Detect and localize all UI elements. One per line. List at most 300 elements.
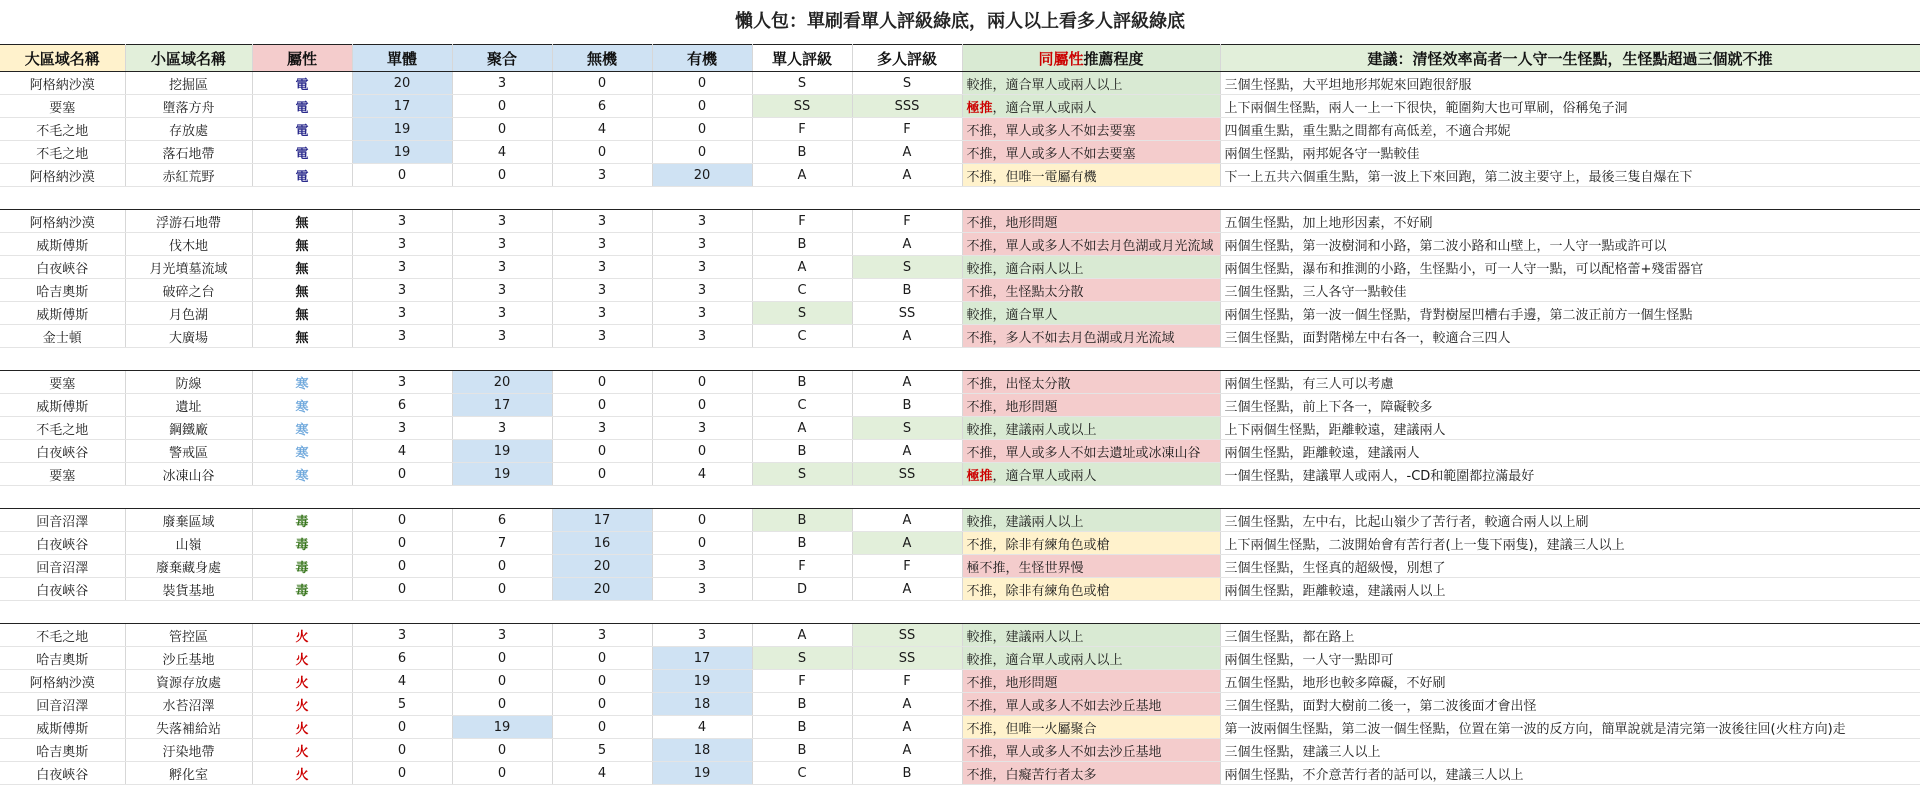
- stat-cell-single[interactable]: 0: [352, 555, 452, 578]
- stat-cell-org[interactable]: 0: [652, 509, 752, 532]
- table-row[interactable]: [0, 95, 1920, 118]
- table-row[interactable]: [0, 141, 1920, 164]
- stat-cell-single[interactable]: 0: [352, 739, 452, 762]
- subregion-cell[interactable]: 廢棄區域: [125, 509, 252, 532]
- stat-cell-inorg[interactable]: 5: [552, 739, 652, 762]
- multi-grade-cell[interactable]: SS: [852, 647, 962, 670]
- advice-cell[interactable]: 兩個生怪點，距離較遠，建議兩人: [1220, 440, 1920, 463]
- stat-cell-inorg[interactable]: 0: [552, 463, 652, 486]
- subregion-cell[interactable]: 鋼鐵廠: [125, 417, 252, 440]
- solo-grade-cell[interactable]: B: [752, 532, 852, 555]
- multi-grade-cell[interactable]: A: [852, 716, 962, 739]
- attribute-cell[interactable]: 毒: [252, 509, 352, 532]
- region-cell[interactable]: 不毛之地: [0, 141, 125, 164]
- attribute-cell[interactable]: 無: [252, 325, 352, 348]
- region-cell[interactable]: 金士頓: [0, 325, 125, 348]
- region-cell[interactable]: 阿格納沙漠: [0, 164, 125, 187]
- recommendation-cell[interactable]: [962, 164, 1220, 187]
- table-row[interactable]: [0, 325, 1920, 348]
- solo-grade-cell[interactable]: B: [752, 716, 852, 739]
- subregion-cell[interactable]: 月色湖: [125, 302, 252, 325]
- attribute-cell[interactable]: 火: [252, 762, 352, 785]
- region-cell[interactable]: 哈吉奧斯: [0, 279, 125, 302]
- stat-cell-inorg[interactable]: 17: [552, 509, 652, 532]
- subregion-cell[interactable]: 伐木地: [125, 233, 252, 256]
- advice-cell[interactable]: 兩個生怪點，瀑布和推測的小路，生怪點小，可一人守一點，可以配格蕾+殘雷器官: [1220, 256, 1920, 279]
- recommendation-cell[interactable]: [962, 555, 1220, 578]
- stat-cell-agg[interactable]: 3: [452, 233, 552, 256]
- table-row[interactable]: [0, 279, 1920, 302]
- recommendation-cell[interactable]: [962, 256, 1220, 279]
- multi-grade-cell[interactable]: S: [852, 417, 962, 440]
- subregion-cell[interactable]: 浮游石地帶: [125, 210, 252, 233]
- solo-grade-cell[interactable]: A: [752, 417, 852, 440]
- multi-grade-cell[interactable]: A: [852, 325, 962, 348]
- stat-cell-inorg[interactable]: 3: [552, 256, 652, 279]
- solo-grade-cell[interactable]: C: [752, 762, 852, 785]
- advice-cell[interactable]: 兩個生怪點，有三人可以考慮: [1220, 371, 1920, 394]
- solo-grade-cell[interactable]: A: [752, 256, 852, 279]
- stat-cell-agg[interactable]: 19: [452, 463, 552, 486]
- stat-cell-agg[interactable]: 0: [452, 693, 552, 716]
- multi-grade-cell[interactable]: A: [852, 233, 962, 256]
- stat-cell-org[interactable]: 0: [652, 95, 752, 118]
- table-row[interactable]: [0, 693, 1920, 716]
- region-cell[interactable]: 白夜峽谷: [0, 440, 125, 463]
- attribute-cell[interactable]: 電: [252, 72, 352, 95]
- recommendation-cell[interactable]: [962, 417, 1220, 440]
- stat-cell-inorg[interactable]: 3: [552, 325, 652, 348]
- table-row[interactable]: [0, 716, 1920, 739]
- advice-cell[interactable]: 三個生怪點，三人各守一點較佳: [1220, 279, 1920, 302]
- solo-grade-cell[interactable]: F: [752, 555, 852, 578]
- stat-cell-inorg[interactable]: 0: [552, 670, 652, 693]
- stat-cell-inorg[interactable]: 0: [552, 141, 652, 164]
- stat-cell-inorg[interactable]: 20: [552, 578, 652, 601]
- subregion-cell[interactable]: 防線: [125, 371, 252, 394]
- solo-grade-cell[interactable]: S: [752, 72, 852, 95]
- stat-cell-agg[interactable]: 0: [452, 739, 552, 762]
- multi-grade-cell[interactable]: SS: [852, 624, 962, 647]
- region-cell[interactable]: 回音沼澤: [0, 509, 125, 532]
- recommendation-cell[interactable]: [962, 279, 1220, 302]
- attribute-cell[interactable]: 毒: [252, 578, 352, 601]
- attribute-cell[interactable]: 無: [252, 233, 352, 256]
- recommendation-cell[interactable]: [962, 578, 1220, 601]
- stat-cell-inorg[interactable]: 3: [552, 210, 652, 233]
- recommendation-cell[interactable]: [962, 325, 1220, 348]
- stat-cell-single[interactable]: 0: [352, 463, 452, 486]
- recommendation-cell[interactable]: [962, 716, 1220, 739]
- solo-grade-cell[interactable]: F: [752, 210, 852, 233]
- stat-cell-org[interactable]: 0: [652, 141, 752, 164]
- attribute-cell[interactable]: 火: [252, 739, 352, 762]
- table-row[interactable]: [0, 739, 1920, 762]
- advice-cell[interactable]: 兩個生怪點，第一波樹洞和小路，第二波小路和山壁上，一人守一點或許可以: [1220, 233, 1920, 256]
- region-cell[interactable]: 不毛之地: [0, 624, 125, 647]
- stat-cell-agg[interactable]: 0: [452, 647, 552, 670]
- col-subregion[interactable]: 小區域名稱: [125, 45, 252, 72]
- solo-grade-cell[interactable]: A: [752, 164, 852, 187]
- solo-grade-cell[interactable]: SS: [752, 95, 852, 118]
- subregion-cell[interactable]: 墮落方舟: [125, 95, 252, 118]
- region-cell[interactable]: 要塞: [0, 371, 125, 394]
- attribute-cell[interactable]: 寒: [252, 371, 352, 394]
- recommendation-cell[interactable]: [962, 95, 1220, 118]
- multi-grade-cell[interactable]: F: [852, 670, 962, 693]
- region-cell[interactable]: 白夜峽谷: [0, 578, 125, 601]
- col-multi-grade[interactable]: 多人評級: [852, 45, 962, 72]
- advice-cell[interactable]: 兩個生怪點，距離較遠，建議兩人以上: [1220, 578, 1920, 601]
- attribute-cell[interactable]: 火: [252, 647, 352, 670]
- stat-cell-single[interactable]: 6: [352, 647, 452, 670]
- subregion-cell[interactable]: 冰凍山谷: [125, 463, 252, 486]
- stat-cell-agg[interactable]: 19: [452, 716, 552, 739]
- stat-cell-org[interactable]: 19: [652, 762, 752, 785]
- stat-cell-single[interactable]: 19: [352, 141, 452, 164]
- stat-cell-single[interactable]: 3: [352, 371, 452, 394]
- attribute-cell[interactable]: 火: [252, 670, 352, 693]
- multi-grade-cell[interactable]: F: [852, 555, 962, 578]
- solo-grade-cell[interactable]: B: [752, 233, 852, 256]
- recommendation-cell[interactable]: [962, 509, 1220, 532]
- stat-cell-inorg[interactable]: 0: [552, 647, 652, 670]
- stat-cell-inorg[interactable]: 0: [552, 72, 652, 95]
- stat-cell-agg[interactable]: 20: [452, 371, 552, 394]
- attribute-cell[interactable]: 寒: [252, 394, 352, 417]
- stat-cell-agg[interactable]: 3: [452, 72, 552, 95]
- subregion-cell[interactable]: 存放處: [125, 118, 252, 141]
- solo-grade-cell[interactable]: B: [752, 440, 852, 463]
- attribute-cell[interactable]: 寒: [252, 463, 352, 486]
- stat-cell-single[interactable]: 0: [352, 716, 452, 739]
- multi-grade-cell[interactable]: SSS: [852, 95, 962, 118]
- stat-cell-single[interactable]: 3: [352, 233, 452, 256]
- recommendation-cell[interactable]: [962, 693, 1220, 716]
- stat-cell-agg[interactable]: 3: [452, 624, 552, 647]
- stat-cell-org[interactable]: 0: [652, 440, 752, 463]
- recommendation-cell[interactable]: [962, 762, 1220, 785]
- stat-cell-inorg[interactable]: 0: [552, 440, 652, 463]
- stat-cell-agg[interactable]: 3: [452, 325, 552, 348]
- stat-cell-agg[interactable]: 3: [452, 417, 552, 440]
- recommendation-cell[interactable]: [962, 532, 1220, 555]
- solo-grade-cell[interactable]: S: [752, 463, 852, 486]
- stat-cell-single[interactable]: 0: [352, 532, 452, 555]
- col-aggregate[interactable]: 聚合: [452, 45, 552, 72]
- table-row[interactable]: [0, 532, 1920, 555]
- stat-cell-inorg[interactable]: 4: [552, 118, 652, 141]
- advice-cell[interactable]: 三個生怪點，面對大樹前二後一，第二波後面才會出怪: [1220, 693, 1920, 716]
- solo-grade-cell[interactable]: D: [752, 578, 852, 601]
- region-cell[interactable]: 白夜峽谷: [0, 532, 125, 555]
- subregion-cell[interactable]: 資源存放處: [125, 670, 252, 693]
- stat-cell-single[interactable]: 0: [352, 578, 452, 601]
- table-row[interactable]: [0, 256, 1920, 279]
- subregion-cell[interactable]: 月光墳墓流域: [125, 256, 252, 279]
- advice-cell[interactable]: 兩個生怪點，一人守一點即可: [1220, 647, 1920, 670]
- attribute-cell[interactable]: 電: [252, 141, 352, 164]
- col-organic[interactable]: 有機: [652, 45, 752, 72]
- attribute-cell[interactable]: 毒: [252, 555, 352, 578]
- multi-grade-cell[interactable]: B: [852, 762, 962, 785]
- recommendation-cell[interactable]: [962, 394, 1220, 417]
- table-row[interactable]: [0, 647, 1920, 670]
- multi-grade-cell[interactable]: A: [852, 693, 962, 716]
- stat-cell-inorg[interactable]: 6: [552, 95, 652, 118]
- recommendation-cell[interactable]: [962, 463, 1220, 486]
- stat-cell-org[interactable]: 18: [652, 739, 752, 762]
- stat-cell-org[interactable]: 3: [652, 578, 752, 601]
- stat-cell-single[interactable]: 3: [352, 302, 452, 325]
- table-row[interactable]: [0, 762, 1920, 785]
- solo-grade-cell[interactable]: B: [752, 693, 852, 716]
- attribute-cell[interactable]: 無: [252, 256, 352, 279]
- stat-cell-single[interactable]: 0: [352, 762, 452, 785]
- col-advice[interactable]: 建議：清怪效率高者一人守一生怪點，生怪點超過三個就不推: [1220, 45, 1920, 72]
- subregion-cell[interactable]: 遺址: [125, 394, 252, 417]
- col-inorganic[interactable]: 無機: [552, 45, 652, 72]
- multi-grade-cell[interactable]: B: [852, 279, 962, 302]
- solo-grade-cell[interactable]: B: [752, 371, 852, 394]
- subregion-cell[interactable]: 山嶺: [125, 532, 252, 555]
- subregion-cell[interactable]: 落石地帶: [125, 141, 252, 164]
- stat-cell-agg[interactable]: 0: [452, 95, 552, 118]
- stat-cell-inorg[interactable]: 3: [552, 302, 652, 325]
- region-cell[interactable]: 要塞: [0, 463, 125, 486]
- attribute-cell[interactable]: 電: [252, 118, 352, 141]
- advice-cell[interactable]: 上下兩個生怪點，距離較遠，建議兩人: [1220, 417, 1920, 440]
- subregion-cell[interactable]: 管控區: [125, 624, 252, 647]
- subregion-cell[interactable]: 孵化室: [125, 762, 252, 785]
- multi-grade-cell[interactable]: S: [852, 256, 962, 279]
- attribute-cell[interactable]: 火: [252, 716, 352, 739]
- stat-cell-org[interactable]: 3: [652, 233, 752, 256]
- advice-cell[interactable]: 三個生怪點，建議三人以上: [1220, 739, 1920, 762]
- stat-cell-org[interactable]: 17: [652, 647, 752, 670]
- stat-cell-org[interactable]: 3: [652, 302, 752, 325]
- solo-grade-cell[interactable]: B: [752, 509, 852, 532]
- table-row[interactable]: [0, 555, 1920, 578]
- stat-cell-inorg[interactable]: 3: [552, 233, 652, 256]
- subregion-cell[interactable]: 沙丘基地: [125, 647, 252, 670]
- advice-cell[interactable]: 三個生怪點，都在路上: [1220, 624, 1920, 647]
- subregion-cell[interactable]: 裝貨基地: [125, 578, 252, 601]
- table-row[interactable]: [0, 118, 1920, 141]
- table-row[interactable]: [0, 233, 1920, 256]
- recommendation-cell[interactable]: [962, 647, 1220, 670]
- advice-cell[interactable]: 五個生怪點，地形也較多障礙，不好刷: [1220, 670, 1920, 693]
- attribute-cell[interactable]: 火: [252, 693, 352, 716]
- region-cell[interactable]: 威斯傅斯: [0, 233, 125, 256]
- stat-cell-agg[interactable]: 3: [452, 256, 552, 279]
- region-cell[interactable]: 回音沼澤: [0, 693, 125, 716]
- table-row[interactable]: [0, 578, 1920, 601]
- table-row[interactable]: [0, 72, 1920, 95]
- multi-grade-cell[interactable]: F: [852, 210, 962, 233]
- stat-cell-org[interactable]: 3: [652, 210, 752, 233]
- region-cell[interactable]: 威斯傅斯: [0, 394, 125, 417]
- stat-cell-agg[interactable]: 3: [452, 210, 552, 233]
- stat-cell-single[interactable]: 4: [352, 440, 452, 463]
- region-cell[interactable]: 阿格納沙漠: [0, 210, 125, 233]
- multi-grade-cell[interactable]: A: [852, 440, 962, 463]
- advice-cell[interactable]: 一個生怪點，建議單人或兩人，-CD和範圍都拉滿最好: [1220, 463, 1920, 486]
- subregion-cell[interactable]: 赤紅荒野: [125, 164, 252, 187]
- recommendation-cell[interactable]: [962, 739, 1220, 762]
- advice-cell[interactable]: 兩個生怪點，第一波一個生怪點，背對樹屋凹槽右手邊，第二波正前方一個生怪點: [1220, 302, 1920, 325]
- stat-cell-inorg[interactable]: 4: [552, 762, 652, 785]
- recommendation-cell[interactable]: [962, 371, 1220, 394]
- table-row[interactable]: [0, 463, 1920, 486]
- stat-cell-single[interactable]: 0: [352, 164, 452, 187]
- table-row[interactable]: [0, 302, 1920, 325]
- stat-cell-org[interactable]: 18: [652, 693, 752, 716]
- stat-cell-single[interactable]: 3: [352, 624, 452, 647]
- stat-cell-single[interactable]: 3: [352, 417, 452, 440]
- stat-cell-inorg[interactable]: 16: [552, 532, 652, 555]
- stat-cell-single[interactable]: 20: [352, 72, 452, 95]
- stat-cell-agg[interactable]: 19: [452, 440, 552, 463]
- advice-cell[interactable]: 三個生怪點，生怪真的超級慢，別想了: [1220, 555, 1920, 578]
- stat-cell-agg[interactable]: 0: [452, 555, 552, 578]
- stat-cell-single[interactable]: 17: [352, 95, 452, 118]
- table-row[interactable]: [0, 509, 1920, 532]
- col-single[interactable]: 單體: [352, 45, 452, 72]
- subregion-cell[interactable]: 大廣場: [125, 325, 252, 348]
- advice-cell[interactable]: 兩個生怪點，不介意苦行者的話可以，建議三人以上: [1220, 762, 1920, 785]
- attribute-cell[interactable]: 毒: [252, 532, 352, 555]
- multi-grade-cell[interactable]: A: [852, 371, 962, 394]
- attribute-cell[interactable]: 電: [252, 95, 352, 118]
- stat-cell-agg[interactable]: 6: [452, 509, 552, 532]
- stat-cell-inorg[interactable]: 0: [552, 394, 652, 417]
- stat-cell-single[interactable]: 0: [352, 509, 452, 532]
- region-cell[interactable]: 回音沼澤: [0, 555, 125, 578]
- recommendation-cell[interactable]: [962, 72, 1220, 95]
- stat-cell-org[interactable]: 3: [652, 624, 752, 647]
- solo-grade-cell[interactable]: C: [752, 325, 852, 348]
- stat-cell-org[interactable]: 3: [652, 256, 752, 279]
- region-cell[interactable]: 白夜峽谷: [0, 256, 125, 279]
- col-attribute[interactable]: 屬性: [252, 45, 352, 72]
- stat-cell-org[interactable]: 0: [652, 394, 752, 417]
- multi-grade-cell[interactable]: A: [852, 141, 962, 164]
- recommendation-cell[interactable]: [962, 624, 1220, 647]
- stat-cell-agg[interactable]: 4: [452, 141, 552, 164]
- solo-grade-cell[interactable]: C: [752, 394, 852, 417]
- stat-cell-inorg[interactable]: 3: [552, 279, 652, 302]
- stat-cell-inorg[interactable]: 0: [552, 371, 652, 394]
- subregion-cell[interactable]: 水苔沼澤: [125, 693, 252, 716]
- stat-cell-org[interactable]: 3: [652, 325, 752, 348]
- stat-cell-org[interactable]: 3: [652, 555, 752, 578]
- stat-cell-org[interactable]: 0: [652, 118, 752, 141]
- stat-cell-agg[interactable]: 0: [452, 670, 552, 693]
- stat-cell-org[interactable]: 20: [652, 164, 752, 187]
- stat-cell-agg[interactable]: 0: [452, 578, 552, 601]
- region-cell[interactable]: 哈吉奧斯: [0, 647, 125, 670]
- advice-cell[interactable]: 上下兩個生怪點，兩人一上一下很快，範圍夠大也可單刷，俗稱兔子洞: [1220, 95, 1920, 118]
- table-row[interactable]: [0, 670, 1920, 693]
- stat-cell-inorg[interactable]: 3: [552, 417, 652, 440]
- multi-grade-cell[interactable]: S: [852, 72, 962, 95]
- attribute-cell[interactable]: 火: [252, 624, 352, 647]
- region-cell[interactable]: 威斯傅斯: [0, 716, 125, 739]
- advice-cell[interactable]: 五個生怪點，加上地形因素，不好刷: [1220, 210, 1920, 233]
- recommendation-cell[interactable]: [962, 118, 1220, 141]
- solo-grade-cell[interactable]: C: [752, 279, 852, 302]
- stat-cell-inorg[interactable]: 3: [552, 624, 652, 647]
- attribute-cell[interactable]: 電: [252, 164, 352, 187]
- stat-cell-single[interactable]: 3: [352, 210, 452, 233]
- attribute-cell[interactable]: 寒: [252, 417, 352, 440]
- attribute-cell[interactable]: 無: [252, 302, 352, 325]
- subregion-cell[interactable]: 失落補給站: [125, 716, 252, 739]
- advice-cell[interactable]: 四個重生點，重生點之間都有高低差，不適合邦妮: [1220, 118, 1920, 141]
- region-cell[interactable]: 白夜峽谷: [0, 762, 125, 785]
- stat-cell-inorg[interactable]: 20: [552, 555, 652, 578]
- stat-cell-agg[interactable]: 3: [452, 302, 552, 325]
- stat-cell-agg[interactable]: 7: [452, 532, 552, 555]
- multi-grade-cell[interactable]: B: [852, 394, 962, 417]
- table-row[interactable]: [0, 417, 1920, 440]
- region-cell[interactable]: 不毛之地: [0, 417, 125, 440]
- advice-cell[interactable]: 上下兩個生怪點，二波開始會有苦行者(上一隻下兩隻)，建議三人以上: [1220, 532, 1920, 555]
- stat-cell-org[interactable]: 3: [652, 417, 752, 440]
- solo-grade-cell[interactable]: F: [752, 118, 852, 141]
- advice-cell[interactable]: 下一上五共六個重生點，第一波上下來回跑，第二波主要守上，最後三隻自爆在下: [1220, 164, 1920, 187]
- stat-cell-agg[interactable]: 0: [452, 118, 552, 141]
- recommendation-cell[interactable]: [962, 233, 1220, 256]
- stat-cell-single[interactable]: 3: [352, 325, 452, 348]
- table-row[interactable]: [0, 371, 1920, 394]
- multi-grade-cell[interactable]: SS: [852, 302, 962, 325]
- recommendation-cell[interactable]: [962, 302, 1220, 325]
- solo-grade-cell[interactable]: S: [752, 647, 852, 670]
- advice-cell[interactable]: 第一波兩個生怪點，第二波一個生怪點，位置在第一波的反方向，簡單說就是清完第一波後往回(火柱方向)走: [1220, 716, 1920, 739]
- advice-cell[interactable]: 三個生怪點，前上下各一，障礙較多: [1220, 394, 1920, 417]
- stat-cell-inorg[interactable]: 3: [552, 164, 652, 187]
- stat-cell-agg[interactable]: 3: [452, 279, 552, 302]
- advice-cell[interactable]: 三個生怪點，左中右，比起山嶺少了苦行者，較適合兩人以上刷: [1220, 509, 1920, 532]
- col-region[interactable]: 大區域名稱: [0, 45, 125, 72]
- region-cell[interactable]: 要塞: [0, 95, 125, 118]
- stat-cell-single[interactable]: 6: [352, 394, 452, 417]
- stat-cell-org[interactable]: 0: [652, 72, 752, 95]
- multi-grade-cell[interactable]: A: [852, 509, 962, 532]
- region-cell[interactable]: 阿格納沙漠: [0, 670, 125, 693]
- stat-cell-org[interactable]: 0: [652, 532, 752, 555]
- stat-cell-agg[interactable]: 0: [452, 762, 552, 785]
- region-cell[interactable]: 威斯傅斯: [0, 302, 125, 325]
- stat-cell-org[interactable]: 4: [652, 463, 752, 486]
- recommendation-cell[interactable]: [962, 670, 1220, 693]
- region-cell[interactable]: 哈吉奧斯: [0, 739, 125, 762]
- stat-cell-inorg[interactable]: 0: [552, 693, 652, 716]
- region-cell[interactable]: 不毛之地: [0, 118, 125, 141]
- stat-cell-single[interactable]: 3: [352, 279, 452, 302]
- subregion-cell[interactable]: 挖掘區: [125, 72, 252, 95]
- multi-grade-cell[interactable]: A: [852, 532, 962, 555]
- stat-cell-org[interactable]: 0: [652, 371, 752, 394]
- advice-cell[interactable]: 三個生怪點，大平坦地形邦妮來回跑很舒服: [1220, 72, 1920, 95]
- table-row[interactable]: [0, 164, 1920, 187]
- region-cell[interactable]: 阿格納沙漠: [0, 72, 125, 95]
- table-row[interactable]: [0, 624, 1920, 647]
- stat-cell-single[interactable]: 19: [352, 118, 452, 141]
- stat-cell-org[interactable]: 19: [652, 670, 752, 693]
